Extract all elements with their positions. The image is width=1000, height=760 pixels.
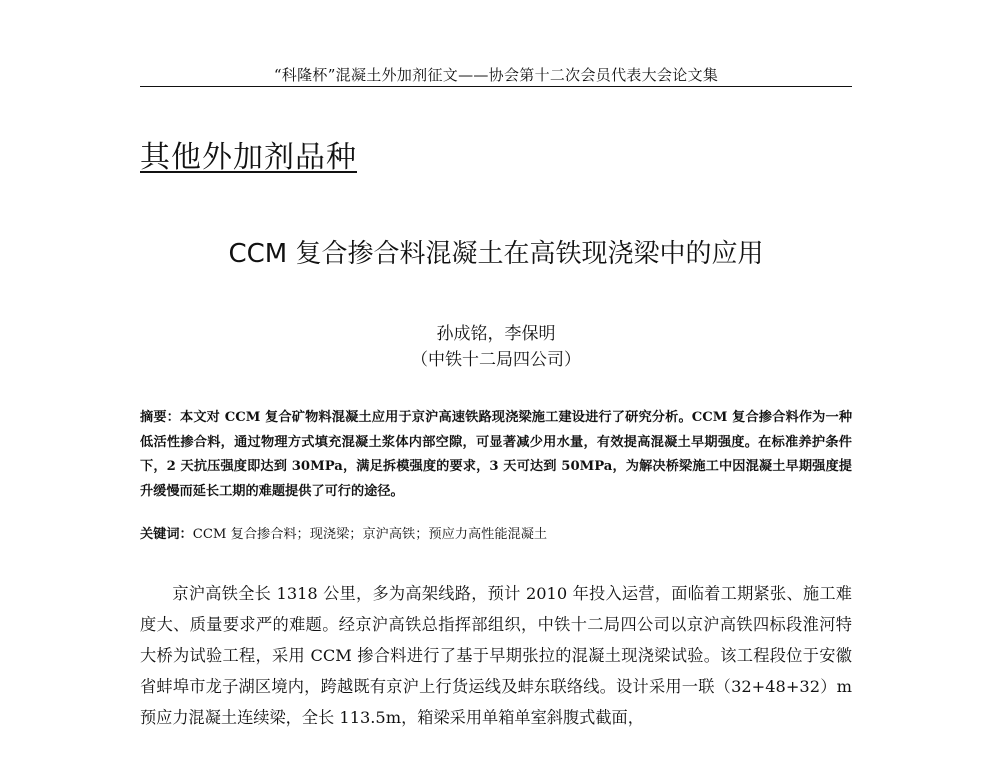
abstract [140,406,852,504]
section-title: 其他外加剂品种 [140,140,357,175]
abstract-label: 摘要： [140,410,181,425]
keywords-text: CCM 复合掺合料；现浇梁；京沪高铁；预应力高性能混凝土 [192,527,548,542]
paper-title: CCM 复合掺合料混凝土在高铁现浇梁中的应用 [228,239,764,269]
authors: 孙成铭，李保明 [436,324,556,344]
keywords-label: 关键词： [140,527,193,542]
keywords [140,523,852,547]
header-rule [140,86,852,87]
running-header: “科隆杯”混凝土外加剂征文——协会第十二次会员代表大会论文集 [273,66,719,84]
affiliation: （中铁十二局四公司） [411,350,581,370]
body-paragraph: 京沪高铁全长 1318 公里，多为高架线路，预计 2010 年投入运营，面临着工期紧张、施工难度大、质量要求严的难题。经京沪高铁总指挥部组织，中铁十二局四公司以京沪高铁四标段淮河特大桥为试验工程，采用 CCM 掺合料进行了基于早期张拉的混凝土现浇梁试验。该工程段位于安徽省蚌埠市龙子湖区境内，跨越既有京沪上行货运线及蚌东联络线。设计采用一联（32+48+32）m 预应力混凝土连续梁，全长 113.5m，箱梁采用单箱单室斜腹式截面， [140,584,852,727]
abstract-text: 本文对 CCM 复合矿物料混凝土应用于京沪高速铁路现浇梁施工建设进行了研究分析。CCM 复合掺合料作为一种低活性掺合料，通过物理方式填充混凝土浆体内部空隙，可显著减少用水量，有效提高混凝土早期强度。在标准养护条件下，2 天抗压强度即达到 30MPa，满足拆模强度的要求，3 天可达到 50MPa，为解决桥梁施工中因混凝土早期强度提升缓慢而延长工期的难题提供了可行的途径。 [140,410,853,499]
